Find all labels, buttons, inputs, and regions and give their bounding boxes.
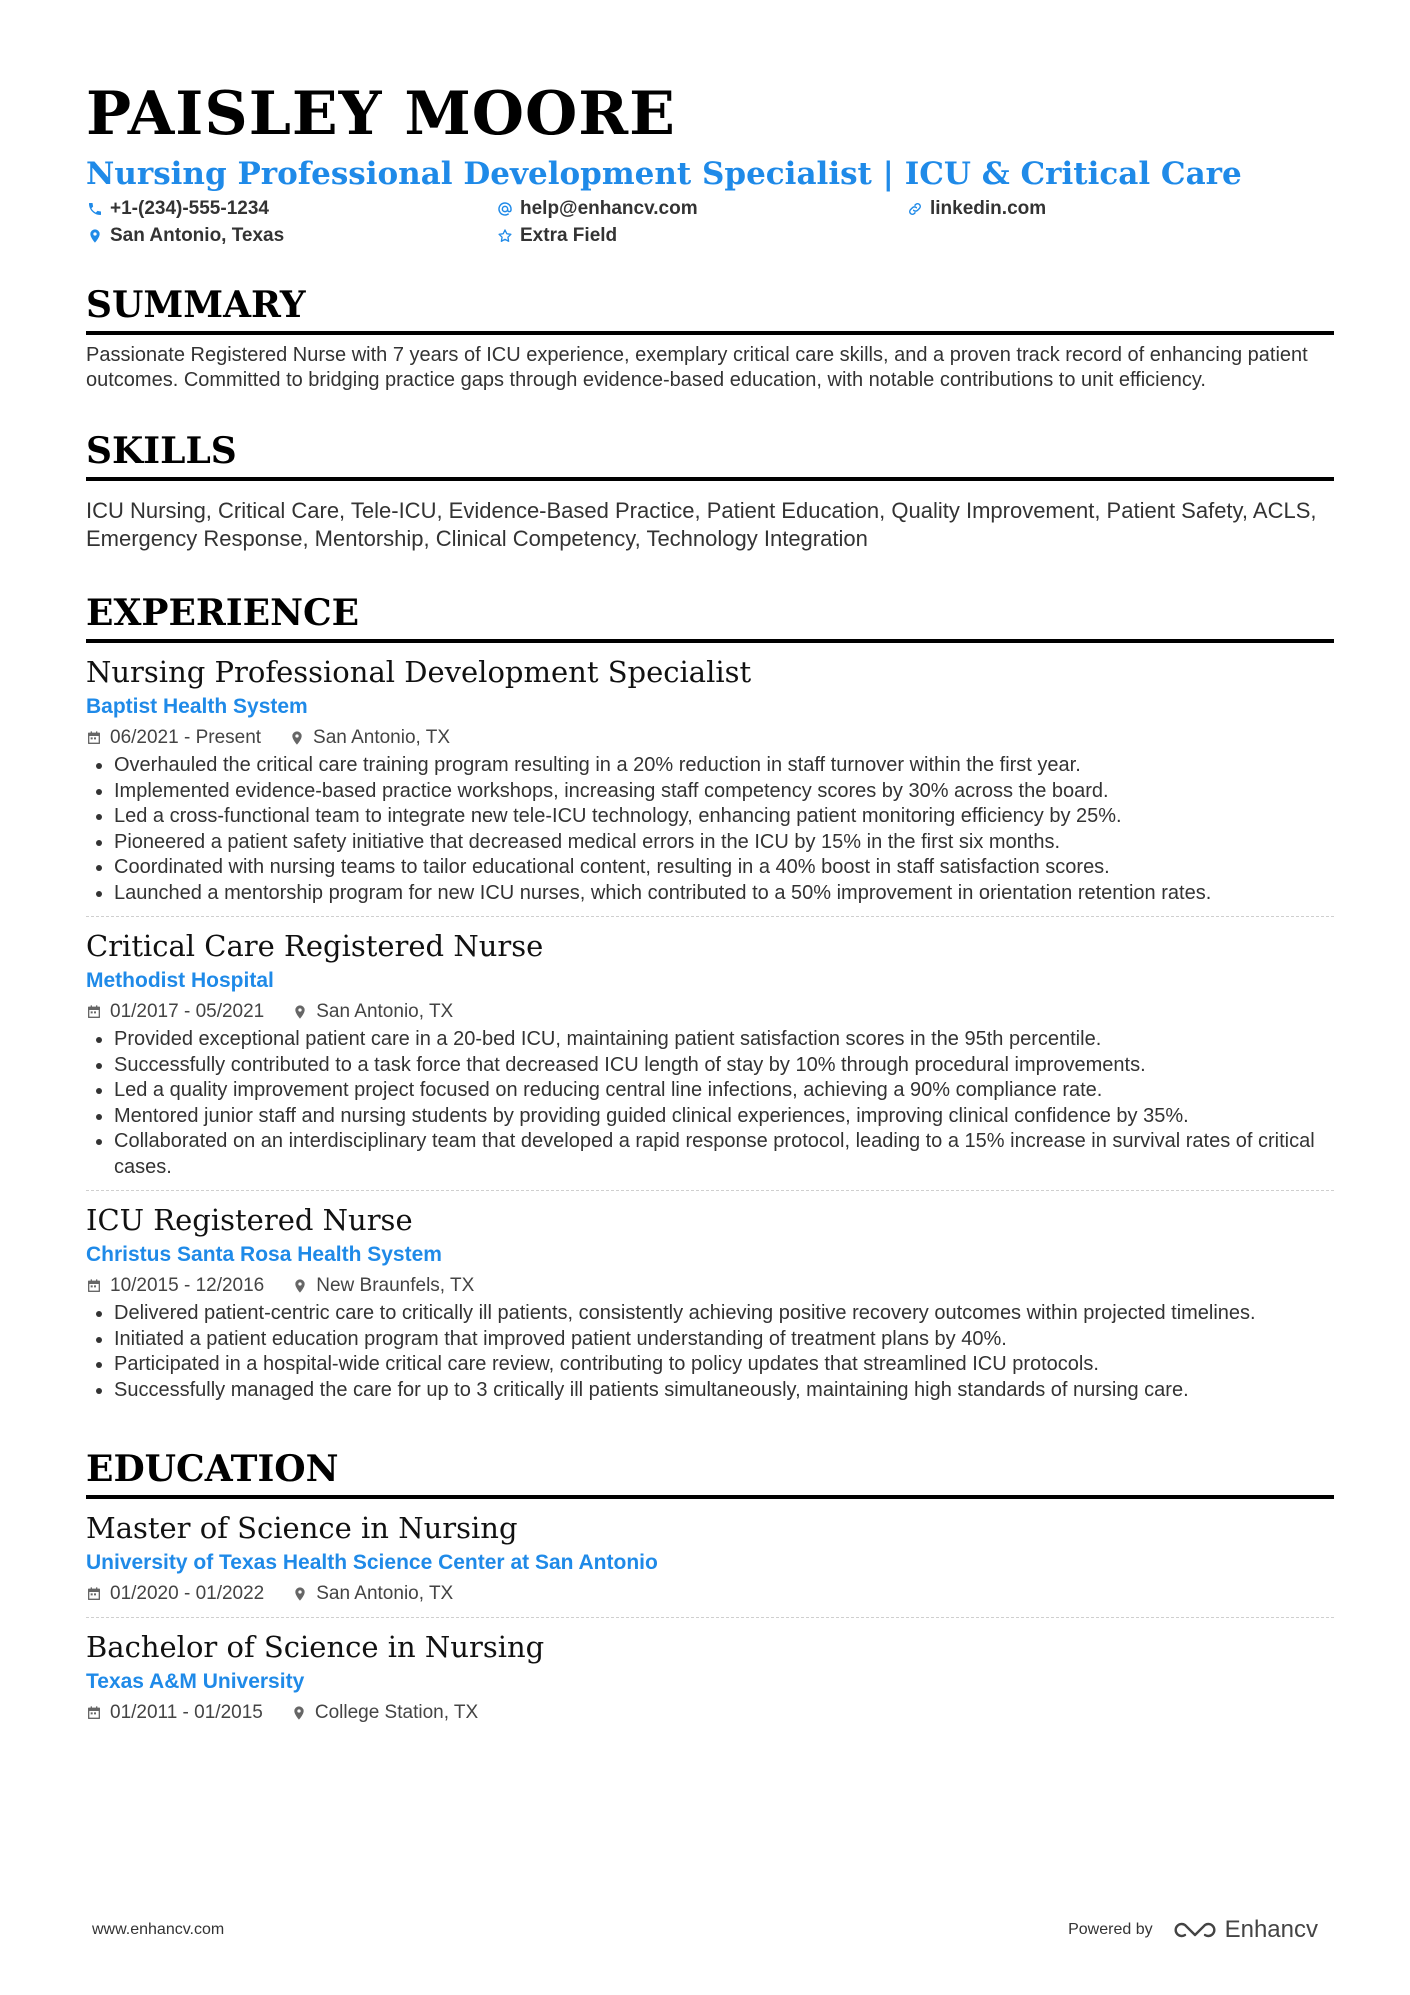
contact-linkedin-text: linkedin.com — [930, 198, 1047, 219]
location-icon — [292, 1586, 308, 1602]
location-icon — [289, 730, 305, 746]
job-bullets — [86, 1027, 1334, 1180]
job-location — [292, 1273, 474, 1299]
calendar-icon — [86, 1586, 102, 1602]
job-bullets — [86, 753, 1334, 906]
job-bullet: • Implemented evidence-based practice workshops, increasing staff competency scores by 30% across the board. — [114, 779, 1334, 805]
employer-name: Christus Santa Rosa Health System — [86, 1243, 442, 1266]
job-location-text: New Braunfels, TX — [316, 1275, 475, 1296]
school-name: University of Texas Health Science Center at San Antonio — [86, 1551, 658, 1574]
job-bullet: • Overhauled the critical care training program resulting in a 20% reduction in staff turnover within the first year. — [114, 753, 1334, 779]
summary-text: Passionate Registered Nurse with 7 years of ICU experience, exemplary critical care skills, and a proven track record of enhancing patient outcomes. Committed to bridging practice gaps through evidence-based education, with notable contributions to unit efficiency. — [86, 344, 1308, 391]
at-icon — [496, 200, 514, 218]
calendar-icon — [86, 730, 102, 746]
job-bullet: • Provided exceptional patient care in a 20-bed ICU, maintaining patient satisfaction scores in the 95th percentile. — [114, 1027, 1334, 1053]
calendar-icon — [86, 1705, 102, 1721]
job-meta — [86, 1273, 1334, 1299]
candidate-headline: Nursing Professional Development Specialist | ICU & Critical Care — [86, 156, 1242, 192]
powered-by-label: Powered by — [1068, 1921, 1153, 1938]
job-bullet: • Successfully managed the care for up to 3 critically ill patients simultaneously, maintaining high standards of nursing care. — [114, 1378, 1334, 1404]
job-bullet: • Mentored junior staff and nursing students by providing guided clinical experiences, improving clinical confidence by 35%. — [114, 1104, 1334, 1130]
job-bullet: • Collaborated on an interdisciplinary team that developed a rapid response protocol, leading to a 15% increase in survival rates of critical cases. — [114, 1129, 1334, 1180]
job-bullet: • Initiated a patient education program that improved patient understanding of treatment plans by 40%. — [114, 1327, 1334, 1353]
job-bullets — [86, 1301, 1334, 1403]
page-footer — [92, 1916, 1318, 1944]
job-bullet: • Led a cross-functional team to integrate new tele-ICU technology, enhancing patient monitoring efficiency by 25%. — [114, 804, 1334, 830]
enhancv-logo[interactable] — [1171, 1916, 1318, 1944]
skills-heading: SKILLS — [86, 429, 1334, 481]
experience-entry — [86, 643, 1334, 917]
job-title: Critical Care Registered Nurse — [86, 929, 544, 963]
contact-location — [86, 225, 496, 247]
job-bullet: • Pioneered a patient safety initiative that decreased medical errors in the ICU by 15% in the first six months. — [114, 830, 1334, 856]
location-icon — [292, 1278, 308, 1294]
school-name: Texas A&M University — [86, 1670, 305, 1693]
education-location — [292, 1581, 453, 1607]
phone-icon — [86, 200, 104, 218]
contact-linkedin[interactable] — [906, 198, 1326, 220]
experience-entry — [86, 917, 1334, 1191]
job-dates — [86, 1273, 264, 1299]
job-bullet: • Coordinated with nursing teams to tailor educational content, resulting in a 40% boost in staff satisfaction scores. — [114, 855, 1334, 881]
link-icon — [906, 200, 924, 218]
job-location — [289, 725, 450, 751]
resume-content — [86, 76, 1334, 1736]
job-dates — [86, 999, 264, 1025]
contact-phone[interactable] — [86, 198, 496, 220]
job-bullet: • Delivered patient-centric care to critically ill patients, consistently achieving positive recovery outcomes within projected timelines. — [114, 1301, 1334, 1327]
job-title: Nursing Professional Development Specialist — [86, 655, 752, 689]
job-meta — [86, 725, 1334, 751]
contact-phone-text: +1-(234)-555-1234 — [110, 198, 269, 219]
candidate-name: PAISLEY MOORE — [86, 79, 676, 149]
powered-by — [1068, 1916, 1318, 1944]
job-meta — [86, 999, 1334, 1025]
summary-heading: SUMMARY — [86, 283, 1334, 335]
contact-location-text: San Antonio, Texas — [110, 225, 285, 246]
location-icon — [86, 227, 104, 245]
location-icon — [291, 1705, 307, 1721]
job-bullet: • Launched a mentorship program for new ICU nurses, which contributed to a 50% improvement in orientation retention rates. — [114, 881, 1334, 907]
contact-list — [86, 198, 1334, 247]
degree-title: Master of Science in Nursing — [86, 1511, 518, 1545]
education-dates — [86, 1581, 264, 1607]
job-dates — [86, 725, 261, 751]
education-meta — [86, 1581, 1334, 1607]
employer-name: Methodist Hospital — [86, 969, 274, 992]
job-location-text: San Antonio, TX — [316, 1001, 454, 1022]
experience-entry — [86, 1191, 1334, 1413]
education-location-text: College Station, TX — [314, 1702, 479, 1723]
education-location — [291, 1700, 478, 1726]
brand-name: Enhancv — [1224, 1916, 1318, 1943]
education-location-text: San Antonio, TX — [316, 1583, 454, 1604]
job-dates-text: 06/2021 - Present — [110, 727, 262, 748]
employer-name: Baptist Health System — [86, 695, 308, 718]
education-meta — [86, 1700, 1334, 1726]
footer-website[interactable]: www.enhancv.com — [92, 1921, 225, 1938]
location-icon — [292, 1004, 308, 1020]
skills-text: ICU Nursing, Critical Care, Tele-ICU, Evidence-Based Practice, Patient Education, Quality Improvement, Patient Safety, ACLS, Emergency Response, Mentorship, Clinical Competency, Technology Integration — [86, 498, 1317, 551]
education-heading: EDUCATION — [86, 1447, 1334, 1499]
contact-email[interactable] — [496, 198, 906, 220]
education-dates-text: 01/2011 - 01/2015 — [110, 1702, 263, 1723]
contact-extra-field-text: Extra Field — [520, 225, 618, 246]
job-dates-text: 01/2017 - 05/2021 — [110, 1001, 265, 1022]
job-location — [292, 999, 453, 1025]
education-entry — [86, 1618, 1334, 1736]
calendar-icon — [86, 1278, 102, 1294]
job-bullet: • Successfully contributed to a task force that decreased ICU length of stay by 10% through procedural improvements. — [114, 1053, 1334, 1079]
calendar-icon — [86, 1004, 102, 1020]
job-title: ICU Registered Nurse — [86, 1203, 413, 1237]
education-dates — [86, 1700, 263, 1726]
education-dates-text: 01/2020 - 01/2022 — [110, 1583, 265, 1604]
degree-title: Bachelor of Science in Nursing — [86, 1630, 545, 1664]
job-location-text: San Antonio, TX — [313, 727, 451, 748]
education-entry — [86, 1499, 1334, 1618]
contact-email-text: help@enhancv.com — [520, 198, 698, 219]
contact-extra-field — [496, 225, 906, 247]
job-dates-text: 10/2015 - 12/2016 — [110, 1275, 265, 1296]
job-bullet: • Participated in a hospital-wide critical care review, contributing to policy updates that streamlined ICU protocols. — [114, 1352, 1334, 1378]
star-icon — [496, 227, 514, 245]
enhancv-logo-icon — [1171, 1918, 1219, 1942]
job-bullet: • Led a quality improvement project focused on reducing central line infections, achieving a 90% compliance rate. — [114, 1078, 1334, 1104]
experience-heading: EXPERIENCE — [86, 591, 1334, 643]
